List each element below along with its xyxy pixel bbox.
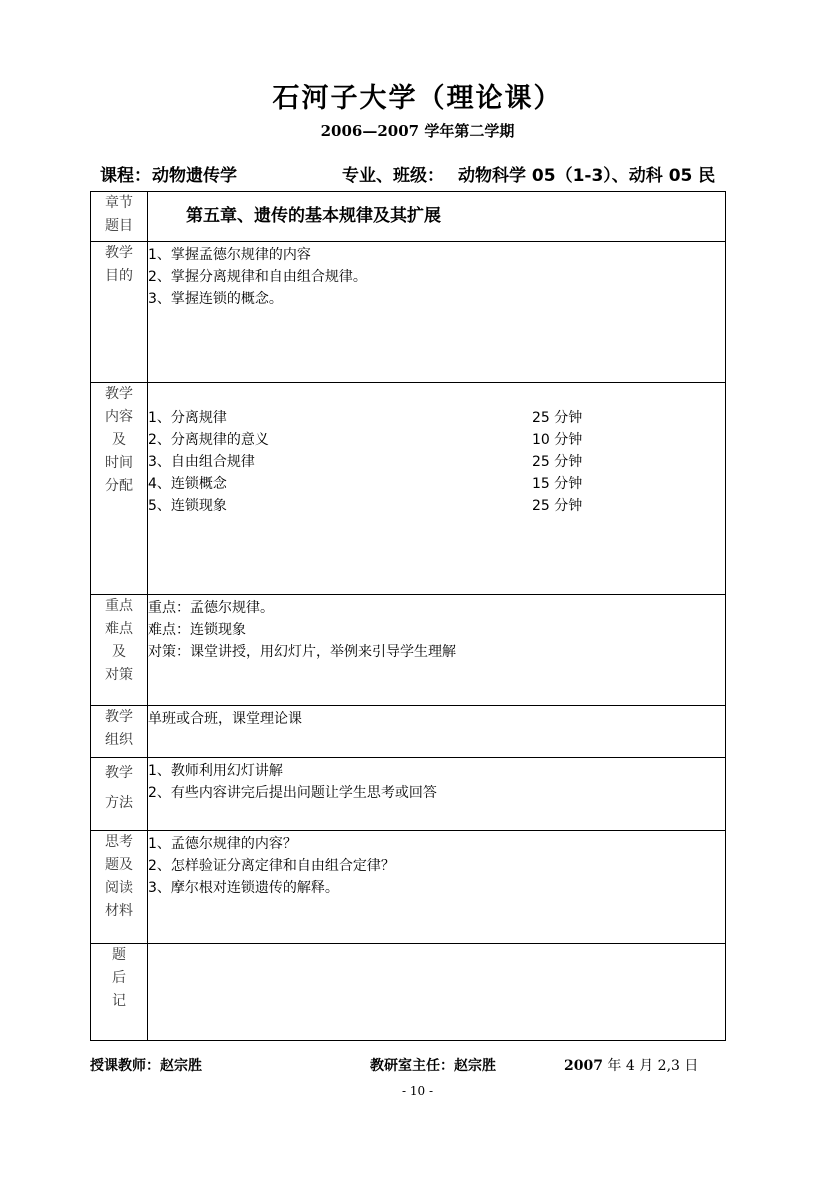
objective-item: 2、掌握分离规律和自由组合规律。 — [148, 269, 367, 285]
date-year: 2007 — [564, 1058, 603, 1074]
objectives-content-cell — [148, 242, 726, 383]
chapter-content-cell — [148, 192, 726, 242]
chapter-title: 第五章、遗传的基本规律及其扩展 — [186, 206, 441, 226]
chapter-label-cell — [91, 192, 148, 242]
lesson-plan-table — [90, 191, 726, 1041]
date — [564, 1055, 698, 1075]
content-item — [148, 429, 725, 451]
objectives-label: 教学 目的 — [105, 245, 133, 284]
method-item: 2、有些内容讲完后提出问题让学生思考或回答 — [148, 785, 437, 801]
question-item: 3、摩尔根对连锁遗传的解释。 — [148, 880, 339, 896]
keypoint-item: 难点：连锁现象 — [148, 622, 246, 638]
department-head-signature: 教研室主任：赵宗胜 — [370, 1058, 496, 1074]
question-item: 1、孟德尔规律的内容？ — [148, 836, 297, 852]
postscript-label: 题 后 记 — [112, 947, 126, 1009]
objective-item: 1、掌握孟德尔规律的内容 — [148, 247, 311, 263]
questions-row — [91, 831, 726, 944]
keypoint-item: 重点：孟德尔规律。 — [148, 600, 274, 616]
content-content-cell — [148, 383, 726, 595]
chapter-row — [91, 192, 726, 242]
keypoints-label: 重点 难点 及 对策 — [105, 598, 133, 683]
content-item — [148, 495, 725, 517]
question-item: 2、怎样验证分离定律和自由组合定律？ — [148, 858, 395, 874]
methods-content-cell — [148, 758, 726, 831]
keypoints-row — [91, 595, 726, 706]
organization-row — [91, 706, 726, 758]
course-name: 动物遗传学 — [152, 166, 237, 186]
methods-label-cell — [91, 758, 148, 831]
content-label-cell — [91, 383, 148, 595]
content-item-text: 3、自由组合规律 — [148, 454, 255, 470]
major-value: 动物科学 05（1-3）、动科 05 民 — [458, 166, 716, 186]
content-item-duration: 25 分钟 — [532, 498, 583, 514]
content-label: 教学 内容 及 时间 分配 — [105, 386, 133, 494]
content-item-duration: 25 分钟 — [532, 410, 583, 426]
keypoint-item: 对策：课堂讲授，用幻灯片，举例来引导学生理解 — [148, 644, 456, 660]
content-item — [148, 451, 725, 473]
content-item-text: 1、分离规律 — [148, 410, 227, 426]
objective-item: 3、掌握连锁的概念。 — [148, 291, 283, 307]
questions-label: 思考 题及 阅读 材料 — [105, 834, 133, 919]
organization-content-cell — [148, 706, 726, 758]
signature-footer — [90, 1055, 730, 1077]
content-item-duration: 15 分钟 — [532, 476, 583, 492]
keypoints-label-cell — [91, 595, 148, 706]
content-item-text: 5、连锁现象 — [148, 498, 227, 514]
postscript-content-cell — [148, 944, 726, 1041]
page-number: - 10 - — [401, 1084, 433, 1098]
organization-item: 单班或合班，课堂理论课 — [148, 711, 302, 727]
semester-subtitle: 2006—2007 学年第二学期 — [320, 122, 515, 140]
objectives-row — [91, 242, 726, 383]
content-item-duration: 25 分钟 — [532, 454, 583, 470]
content-item — [148, 473, 725, 495]
organization-label: 教学 组织 — [105, 709, 133, 748]
method-item: 1、教师利用幻灯讲解 — [148, 763, 283, 779]
content-item-duration: 10 分钟 — [532, 432, 583, 448]
chapter-label: 章节 题目 — [105, 195, 133, 234]
course-label: 课程： — [100, 166, 151, 186]
methods-label: 教学 方法 — [105, 765, 133, 811]
postscript-label-cell — [91, 944, 148, 1041]
content-item-text: 2、分离规律的意义 — [148, 432, 269, 448]
content-row — [91, 383, 726, 595]
content-item — [148, 407, 725, 429]
date-rest: 年 4 月 2,3 日 — [602, 1058, 699, 1074]
questions-content-cell — [148, 831, 726, 944]
organization-label-cell — [91, 706, 148, 758]
content-item-text: 4、连锁概念 — [148, 476, 227, 492]
methods-row — [91, 758, 726, 831]
keypoints-content-cell — [148, 595, 726, 706]
course-info-line — [100, 161, 800, 185]
teacher-signature: 授课教师：赵宗胜 — [90, 1058, 202, 1074]
questions-label-cell — [91, 831, 148, 944]
objectives-label-cell — [91, 242, 148, 383]
document-title: 石河子大学（理论课） — [272, 83, 563, 114]
postscript-row — [91, 944, 726, 1041]
major-label: 专业、班级： — [342, 166, 444, 186]
